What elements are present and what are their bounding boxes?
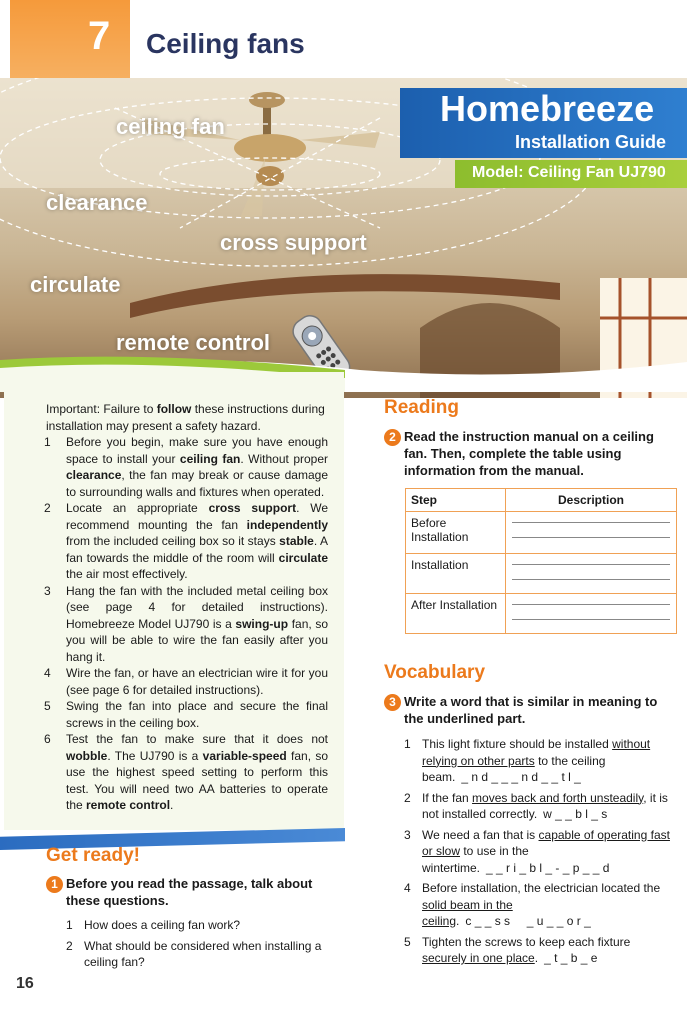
reading-question: 2 Read the instruction manual on a ceiling fan. Then, complete the table using information from the manual. xyxy=(384,428,676,479)
unit-number: 7 xyxy=(88,14,111,58)
get-ready-question: 1 Before you read the passage, talk about these questions. xyxy=(46,875,336,909)
brand-guide-title: Installation Guide xyxy=(515,132,667,152)
label-cross-support: cross support xyxy=(220,230,367,255)
brand-name: Homebreeze xyxy=(440,88,655,129)
table-header-description: Description xyxy=(506,489,677,512)
word-hint: w _ _ b l _ s xyxy=(543,807,608,821)
label-clearance: clearance xyxy=(46,190,148,215)
instruction-item: 5 Swing the fan into place and secure the final screws in the ceiling box. xyxy=(44,699,328,730)
table-header-step: Step xyxy=(406,489,506,512)
description-cell[interactable] xyxy=(506,554,677,594)
instruction-item: 4 Wire the fan, or have an electrician wire it for you (see page 6 for detailed instructions). xyxy=(44,666,328,697)
step-cell: After Installation xyxy=(406,594,506,634)
instructions-list xyxy=(46,434,328,814)
step-cell: Before Installation xyxy=(406,512,506,554)
list-item: 2 What should be considered when installing a ceiling fan? xyxy=(66,938,322,969)
list-item: 1 How does a ceiling fan work? xyxy=(66,918,241,932)
list-item: 2 If the fan moves back and forth unsteadily, it is not installed correctly. w _ _ b l _ s xyxy=(404,790,668,821)
page-title: Ceiling fans xyxy=(146,28,305,59)
instruction-item: 6 Test the fan to make sure that it does not wobble. The UJ790 is a variable-speed fan, so use the highest speed setting to perform this test. You will need two AA batteries to operate the remote control. xyxy=(44,732,329,812)
question-number-badge: 1 xyxy=(46,876,63,893)
list-item: 1 This light fixture should be installed without relying on other parts to the ceiling beam. _ n d _ _ _ n d _ _ t l _ xyxy=(404,737,651,784)
reading-heading: Reading xyxy=(384,397,459,418)
word-hint: _ t _ b _ e xyxy=(544,951,598,965)
page-number: 16 xyxy=(16,975,34,992)
instruction-item: 2 Locate an appropriate cross support. We recommend mounting the fan independently from the included ceiling box so it stays stable. A fan towards the middle of the room will circulate the air most effectively. xyxy=(44,501,329,581)
vocabulary-list xyxy=(404,736,672,971)
list-item: 4 Before installation, the electrician located the solid beam in the ceiling. c _ _ s s _ u _ _ o r _ xyxy=(404,881,661,928)
table-row xyxy=(406,512,677,554)
label-ceiling-fan: ceiling fan xyxy=(116,114,225,139)
vocabulary-heading: Vocabulary xyxy=(384,662,486,683)
description-cell[interactable] xyxy=(506,594,677,634)
get-ready-list xyxy=(66,917,336,975)
question-number-badge: 2 xyxy=(384,429,401,446)
list-item: 5 Tighten the screws to keep each fixture securely in one place. _ t _ b _ e xyxy=(404,934,631,965)
instruction-item: 3 Hang the fan with the included metal ceiling box (see page 4 for detailed instructions). Homebreeze Model UJ790 is a swing-up fan, so you will be able to wire the fan easily after you hang it. xyxy=(44,583,328,664)
table-row xyxy=(406,554,677,594)
step-cell: Installation xyxy=(406,554,506,594)
steps-table xyxy=(405,488,677,634)
get-ready-heading: Get ready! xyxy=(46,845,140,866)
description-cell[interactable] xyxy=(506,512,677,554)
list-item: 3 We need a fan that is capable of operating fast or slow to use in the wintertime. _ _ r i _ b l _ - _ p _ _ d xyxy=(404,827,670,875)
model-name: Model: Ceiling Fan UJ790 xyxy=(472,164,666,181)
vocabulary-question: 3 Write a word that is similar in meaning to the underlined part. xyxy=(384,693,676,727)
instruction-item: 1 Before you begin, make sure you have enough space to install your ceiling fan. Without proper clearance, the fan may break or cause damage to surrounding walls and fixtures when operated. xyxy=(44,435,329,499)
table-row xyxy=(406,594,677,634)
word-hint: _ n d _ _ _ n d _ _ t l _ xyxy=(461,770,581,784)
instructions-intro: Important: Failure to follow these instructions during installation may present a safety hazard. xyxy=(46,402,325,433)
question-number-badge: 3 xyxy=(384,694,401,711)
label-remote-control: remote control xyxy=(116,330,271,355)
instructions-text xyxy=(46,401,328,814)
word-hint: _ _ r i _ b l _ - _ p _ _ d xyxy=(486,860,610,875)
word-hint: c _ _ s s _ u _ _ o r _ xyxy=(465,914,591,928)
label-circulate: circulate xyxy=(30,272,121,297)
